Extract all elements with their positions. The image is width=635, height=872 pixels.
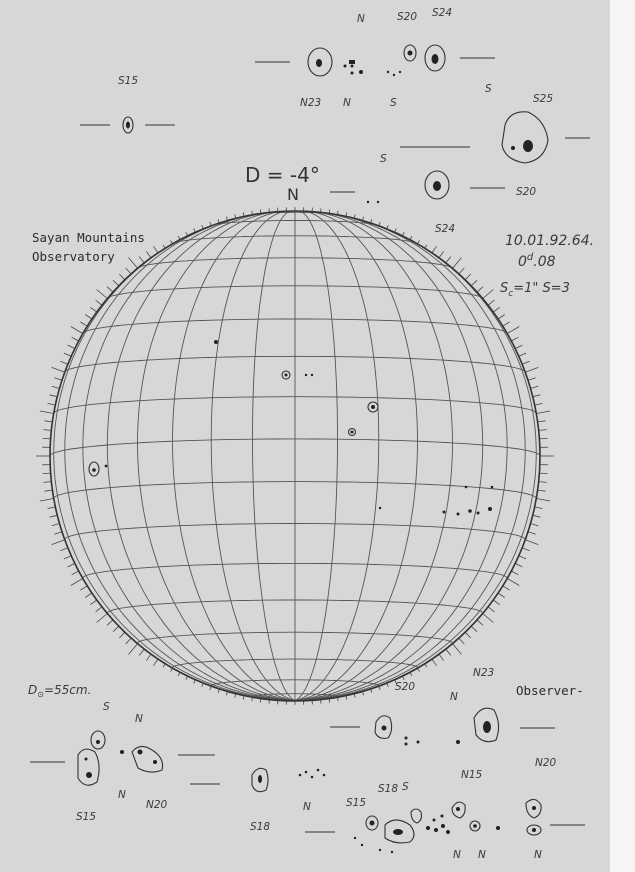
limb-tick xyxy=(107,287,113,292)
limb-tick xyxy=(72,571,79,575)
limb-tick xyxy=(483,614,494,623)
annotation-label: N23 xyxy=(300,97,322,109)
limb-tick xyxy=(146,251,151,257)
limb-tick xyxy=(528,378,536,381)
limb-tick xyxy=(498,593,505,598)
limb-tick xyxy=(533,515,541,517)
limb-tick xyxy=(465,274,471,280)
limb-tick xyxy=(471,280,477,286)
observation-date: 10.01.92.64. xyxy=(505,233,595,249)
annotation-label: N xyxy=(357,13,365,25)
spot xyxy=(379,507,381,509)
meridian-line xyxy=(211,211,295,700)
limb-tick xyxy=(154,246,159,253)
limb-tick xyxy=(60,361,67,364)
limb-tick xyxy=(522,548,529,551)
limb-tick xyxy=(471,626,477,632)
annotation-label: S xyxy=(402,781,409,793)
limb-tick xyxy=(126,268,131,274)
spot xyxy=(457,513,460,516)
limb-tick xyxy=(90,307,97,312)
limb-tick xyxy=(535,403,543,405)
limb-tick xyxy=(64,556,71,559)
limb-tick xyxy=(43,430,51,431)
limb-tick xyxy=(459,268,464,274)
tilt-label: D = -4° xyxy=(245,163,320,187)
limb-tick xyxy=(97,614,108,623)
annotation-label: N xyxy=(343,97,351,109)
limb-tick xyxy=(453,258,462,269)
spot xyxy=(105,465,108,468)
limb-tick xyxy=(45,421,53,422)
annotation-label: N xyxy=(453,849,461,861)
limb-tick xyxy=(519,556,526,559)
limb-tick xyxy=(43,438,51,439)
meridian-line xyxy=(295,211,418,700)
annotation-label: N20 xyxy=(146,799,168,811)
limb-tick xyxy=(43,482,51,483)
spot xyxy=(443,511,446,514)
annotation-label: S24 xyxy=(435,223,456,235)
meridian-line xyxy=(295,211,379,700)
limb-tick xyxy=(107,620,113,625)
limb-tick xyxy=(477,287,483,292)
observation-time: 0$^d$.08 xyxy=(518,252,556,270)
limb-tick xyxy=(536,411,550,414)
limb-tick xyxy=(511,337,518,341)
limb-tick xyxy=(85,593,92,598)
limb-tick xyxy=(538,421,546,422)
limb-tick xyxy=(507,327,519,334)
observatory-name: Sayan Mountains xyxy=(32,230,145,245)
annotation-label: S15 xyxy=(76,811,97,823)
annotation-label: N xyxy=(135,713,143,725)
limb-tick xyxy=(129,258,138,269)
limb-tick xyxy=(525,367,538,372)
limb-tick xyxy=(453,644,462,655)
limb-tick xyxy=(126,638,131,644)
limb-tick xyxy=(515,563,522,567)
spot xyxy=(285,374,288,377)
limb-tick xyxy=(493,600,500,605)
limb-tick xyxy=(113,280,119,286)
spot xyxy=(488,507,492,511)
limb-tick xyxy=(535,507,543,509)
limb-tick xyxy=(60,548,67,551)
limb-tick xyxy=(64,353,71,356)
limb-tick xyxy=(446,649,451,655)
spot xyxy=(465,486,468,489)
top-annotations xyxy=(118,7,553,235)
limb-tick xyxy=(52,386,60,388)
observer-label: Observer- xyxy=(516,683,584,698)
north-marker: N xyxy=(287,185,299,204)
annotation-label: N xyxy=(478,849,486,861)
meridian-line xyxy=(295,211,338,700)
limb-tick xyxy=(129,644,138,655)
limb-tick xyxy=(477,620,483,625)
limb-tick xyxy=(50,515,58,517)
limb-tick xyxy=(488,607,494,612)
annotation-label: N15 xyxy=(461,769,483,781)
limb-tick xyxy=(72,337,79,341)
annotation-label: S20 xyxy=(395,681,416,693)
spot xyxy=(214,340,218,344)
limb-tick xyxy=(119,274,125,280)
meridian-line xyxy=(295,228,536,700)
solar-disk xyxy=(36,207,554,705)
spot xyxy=(468,509,472,513)
limb-tick xyxy=(539,438,547,439)
annotation-label: S20 xyxy=(397,11,418,23)
limb-tick xyxy=(519,353,526,356)
limb-tick xyxy=(432,659,437,666)
limb-tick xyxy=(146,654,151,661)
limb-tick xyxy=(139,257,144,263)
annotation-label: N20 xyxy=(535,757,557,769)
limb-tick xyxy=(539,482,547,483)
limb-tick xyxy=(439,251,444,257)
longitude-grid xyxy=(50,211,540,700)
limb-tick xyxy=(97,290,108,299)
annotation-label: S xyxy=(485,83,492,95)
limb-tick xyxy=(515,345,522,349)
spot xyxy=(371,405,375,409)
limb-tick xyxy=(71,579,83,586)
limb-tick xyxy=(71,327,83,334)
limb-tick xyxy=(531,524,539,526)
limb-tick xyxy=(52,367,65,372)
annotation-label: S24 xyxy=(432,7,453,19)
annotation-label: N xyxy=(534,849,542,861)
limb-tick xyxy=(536,499,550,502)
disk-diameter: $D_⊙=55cm$. xyxy=(28,683,92,699)
limb-tick xyxy=(483,290,494,299)
annotation-label: S20 xyxy=(516,186,537,198)
spot xyxy=(305,374,307,376)
annotation-label: S15 xyxy=(346,797,367,809)
spot xyxy=(477,512,480,515)
annotation-label: N xyxy=(303,801,311,813)
limb-tick xyxy=(539,430,547,431)
limb-tick xyxy=(80,322,87,326)
limb-tick xyxy=(113,626,119,632)
annotation-label: N xyxy=(450,691,458,703)
limb-tick xyxy=(507,579,519,586)
limb-tick xyxy=(139,649,144,655)
limb-tick xyxy=(68,345,75,349)
limb-tick xyxy=(52,540,65,545)
meridian-line xyxy=(253,211,296,700)
seeing-conditions: $S_c=1$" S=3 xyxy=(500,281,570,299)
meridian-line xyxy=(295,212,456,701)
limb-tick xyxy=(40,499,54,502)
limb-tick xyxy=(465,632,471,638)
annotation-label: S18 xyxy=(250,821,271,833)
limb-tick xyxy=(154,659,159,666)
limb-tick xyxy=(80,586,87,590)
spot xyxy=(92,468,96,472)
limb-tick xyxy=(96,300,102,305)
limb-tick xyxy=(459,638,464,644)
limb-tick xyxy=(488,300,494,305)
spot xyxy=(351,431,354,434)
limb-tick xyxy=(446,257,451,263)
annotation-label: S xyxy=(390,97,397,109)
annotation-label: S18 xyxy=(378,783,399,795)
limb-tick xyxy=(439,654,444,661)
limb-tick xyxy=(48,507,56,509)
top-detail-drawings xyxy=(80,45,590,203)
limb-tick xyxy=(503,586,510,590)
limb-tick xyxy=(68,563,75,567)
limb-tick xyxy=(54,378,62,381)
spot xyxy=(311,374,313,376)
limb-tick xyxy=(96,607,102,612)
limb-tick xyxy=(45,490,53,491)
meridian-line xyxy=(138,212,296,701)
limb-tick xyxy=(511,571,518,575)
annotation-label: S15 xyxy=(118,75,139,87)
limb-tick xyxy=(525,540,538,545)
limb-tick xyxy=(498,315,505,320)
limb-tick xyxy=(85,315,92,320)
observatory-line2: Observatory xyxy=(32,249,115,264)
limb-tick xyxy=(119,632,125,638)
limb-tick xyxy=(50,395,58,397)
limb-tick xyxy=(539,473,547,474)
annotation-label: S25 xyxy=(533,93,554,105)
limb-tick xyxy=(528,532,536,535)
limb-tick xyxy=(54,532,62,535)
limb-tick xyxy=(432,246,437,253)
limb-tick xyxy=(533,395,541,397)
limb-tick xyxy=(538,490,546,491)
limb-tick xyxy=(90,600,97,605)
meridian-line xyxy=(173,211,296,700)
limb-tick xyxy=(493,307,500,312)
limb-tick xyxy=(48,403,56,405)
spot xyxy=(491,486,494,489)
limb-tick xyxy=(522,361,529,364)
annotation-label: N xyxy=(118,789,126,801)
limb-tick xyxy=(43,473,51,474)
limb-tick xyxy=(52,524,60,526)
disk-spots xyxy=(89,340,493,516)
limb-tick xyxy=(40,411,54,414)
limb-tick xyxy=(503,322,510,326)
limb-tick xyxy=(531,386,539,388)
annotation-label: N23 xyxy=(473,667,495,679)
bottom-detail-drawings xyxy=(30,708,585,853)
annotation-label: S xyxy=(103,701,110,713)
annotation-label: S xyxy=(380,153,387,165)
